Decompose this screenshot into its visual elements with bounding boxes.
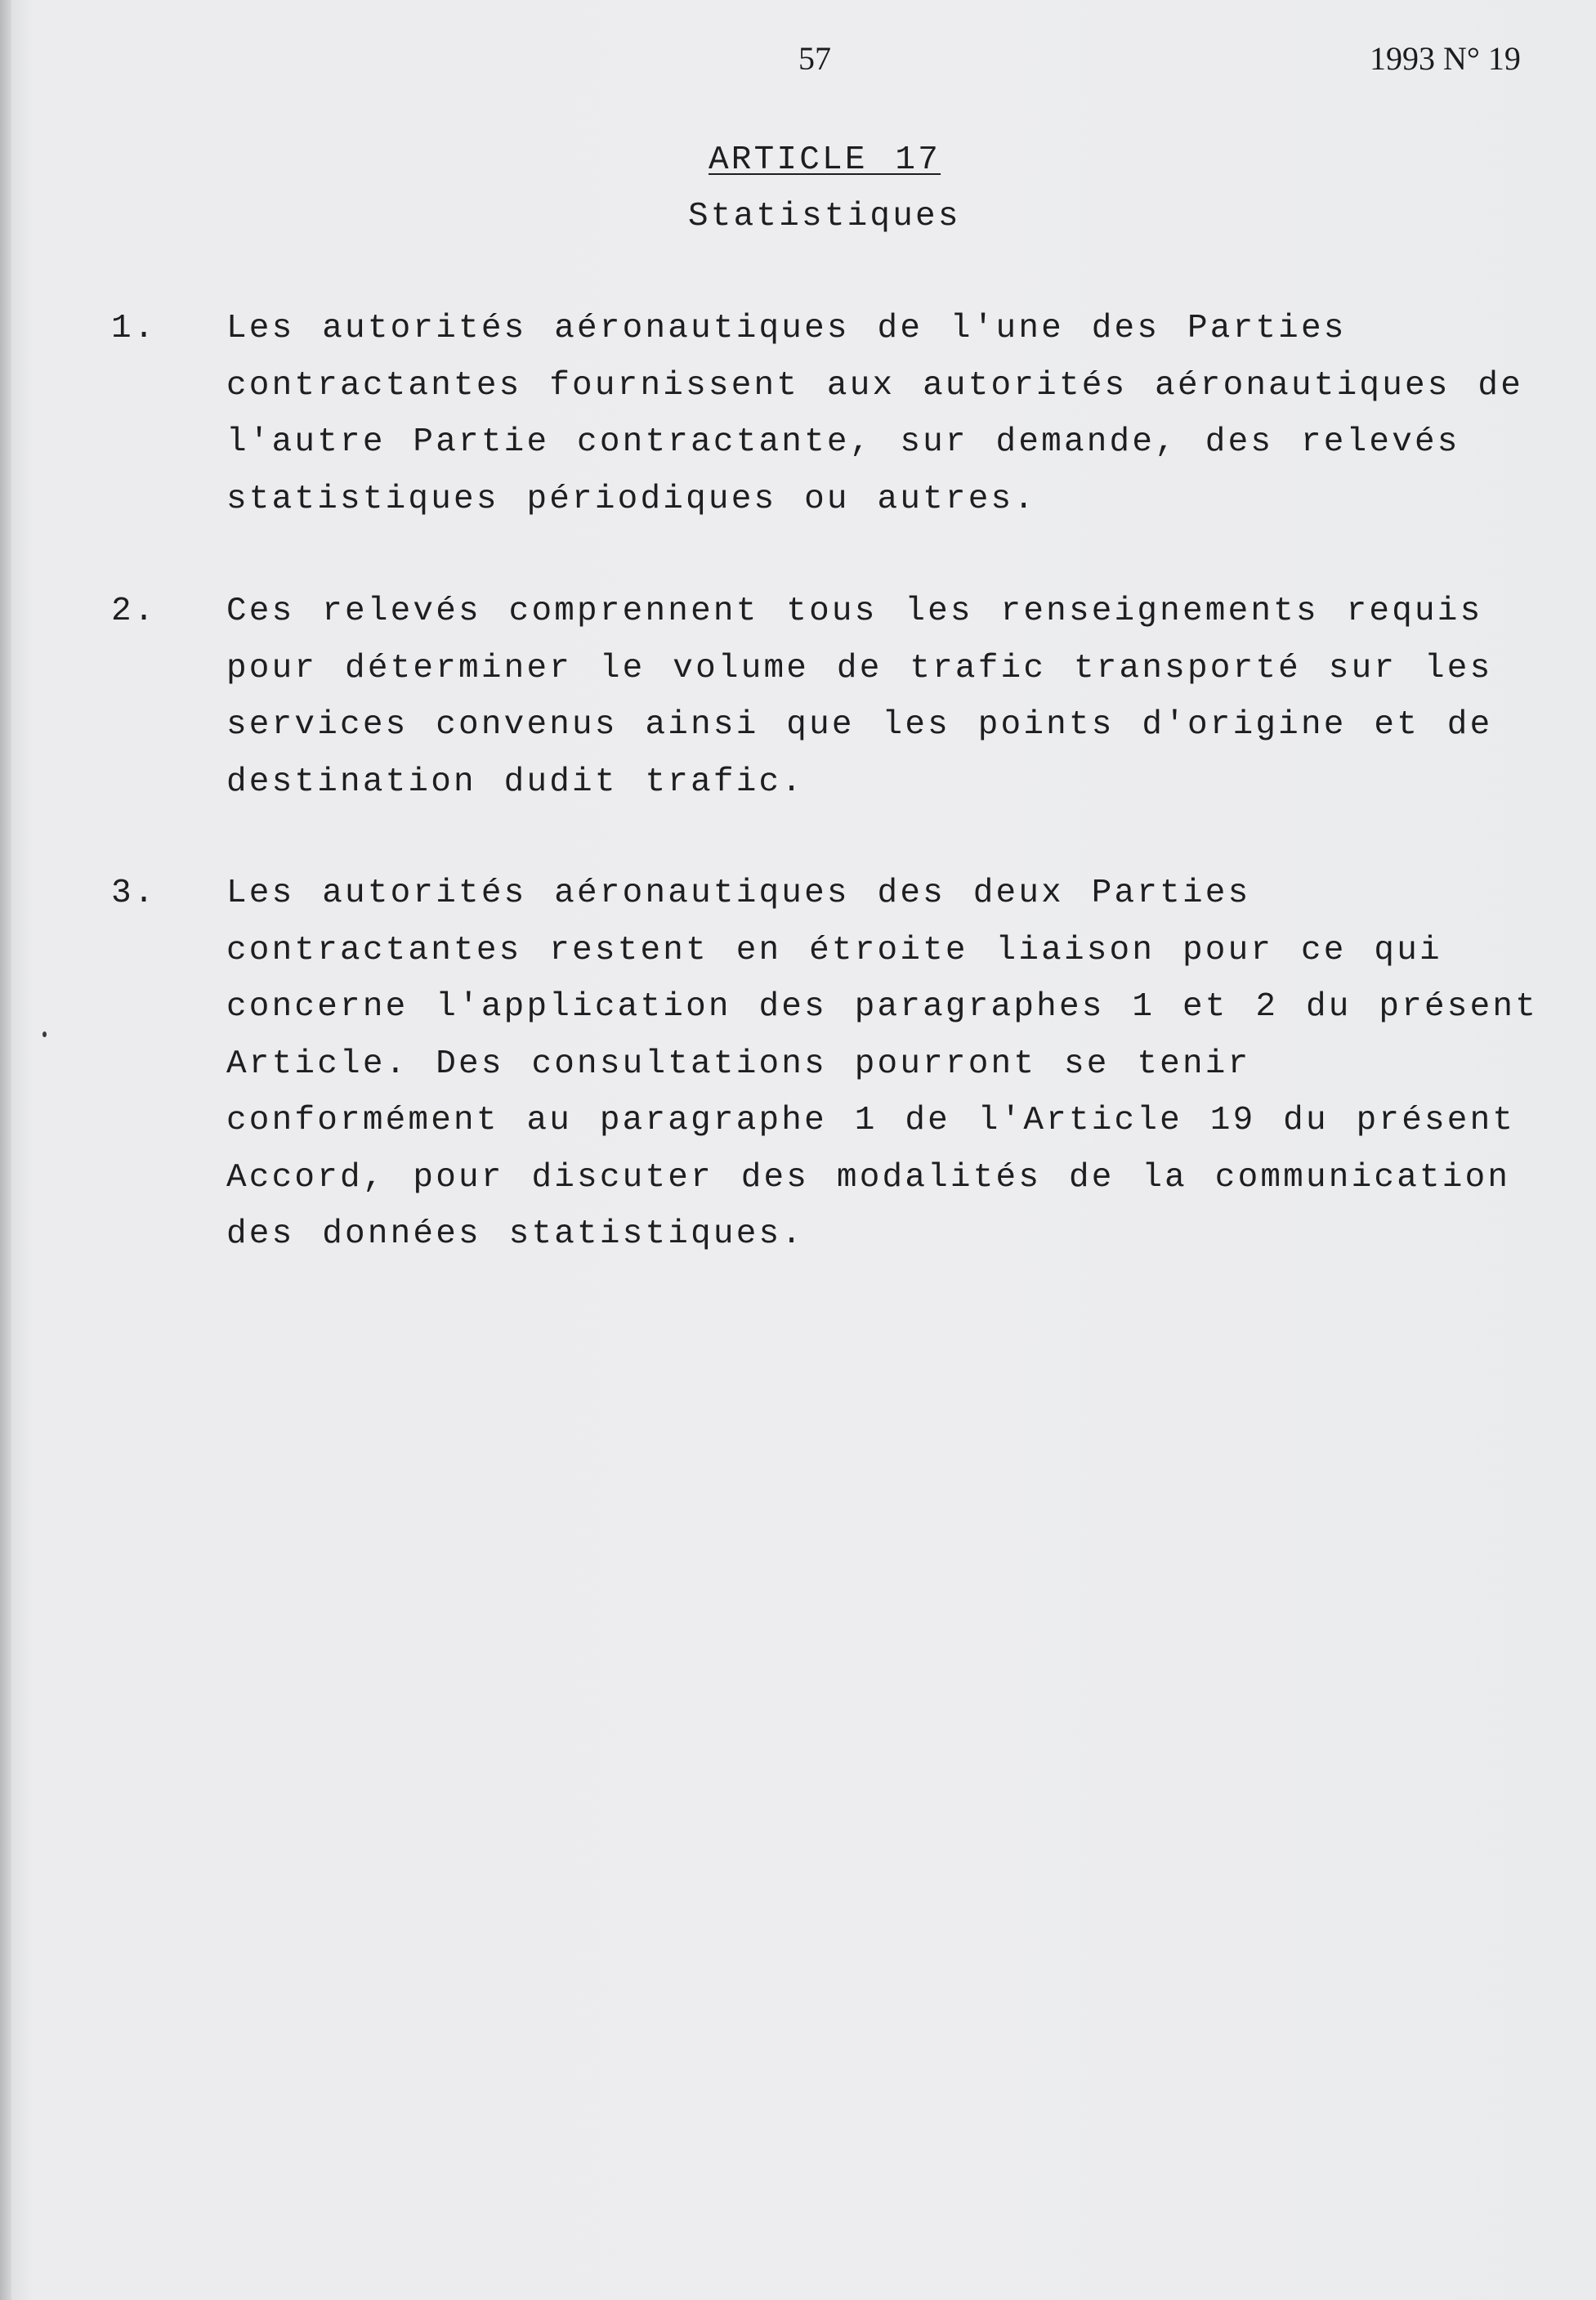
document-reference: 1993 N° 19 <box>1370 40 1521 77</box>
paragraph-text <box>226 301 1550 528</box>
page-number: 57 <box>798 40 831 77</box>
text-line: destination dudit trafic. <box>226 763 805 801</box>
text-line: l'autre Partie contractante, sur demande, des relevés <box>226 423 1460 461</box>
text-line: Les autorités aéronautiques de l'une des Parties <box>226 310 1347 347</box>
text-line: concerne l'application des paragraphes 1 et 2 du présent <box>226 988 1539 1026</box>
article-subtitle: Statistiques <box>688 198 961 235</box>
text-line: conformément au paragraphe 1 de l'Article 19 du présent <box>226 1102 1516 1139</box>
text-line: Accord, pour discuter des modalités de la communication <box>226 1158 1511 1197</box>
paragraph-number: 3. <box>111 875 157 912</box>
text-line: contractantes fournissent aux autorités aéronautiques de <box>226 366 1524 405</box>
paragraph-number: 2. <box>111 593 157 630</box>
text-line: des données statistiques. <box>226 1215 805 1253</box>
text-line: contractantes restent en étroite liaison pour ce qui <box>226 931 1442 969</box>
text-line: Ces relevés comprennent tous les renseignements requis <box>226 593 1483 630</box>
ink-speck <box>42 1031 47 1037</box>
text-line: services convenus ainsi que les points d'origine et de <box>226 706 1493 744</box>
article-heading: ARTICLE 17 <box>709 141 941 179</box>
paragraph-text <box>226 866 1550 1264</box>
page-binding-edge <box>0 0 11 2300</box>
text-line: pour déterminer le volume de trafic transporté sur les <box>226 649 1493 687</box>
text-line: Les autorités aéronautiques des deux Parties <box>226 875 1251 912</box>
paragraph-number: 1. <box>111 310 157 347</box>
paragraph-text <box>226 584 1550 811</box>
text-line: Article. Des consultations pourront se tenir <box>226 1045 1251 1083</box>
text-line: statistiques périodiques ou autres. <box>226 480 1037 518</box>
